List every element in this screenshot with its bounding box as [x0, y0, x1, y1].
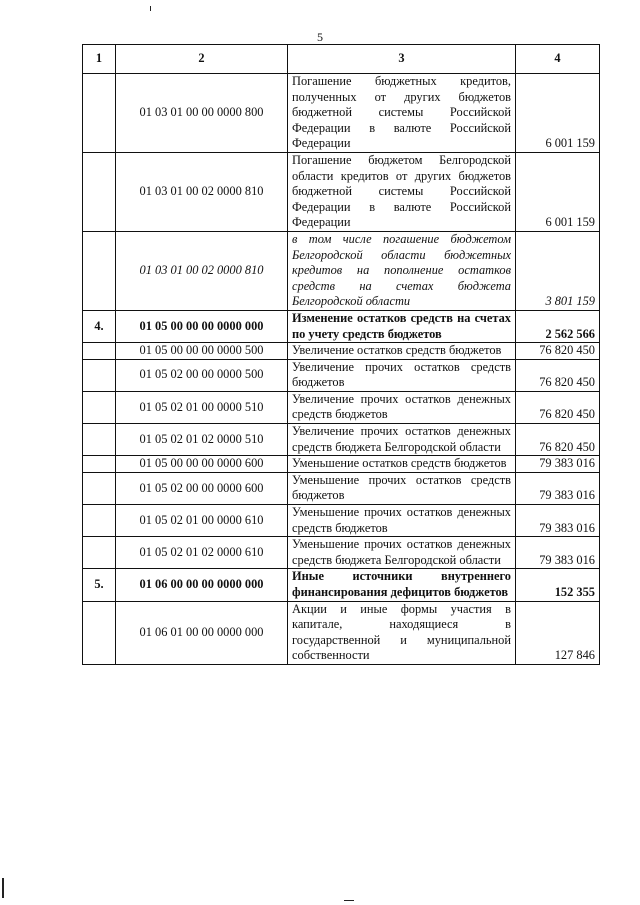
row-amount: 152 355	[516, 569, 600, 601]
budget-code: 01 03 01 00 02 0000 810	[116, 152, 288, 231]
row-amount: 6 001 159	[516, 152, 600, 231]
table-row	[83, 359, 600, 391]
row-amount: 3 801 159	[516, 231, 600, 310]
table-header-row	[83, 45, 600, 74]
row-amount: 2 562 566	[516, 310, 600, 342]
budget-code: 01 05 02 01 00 0000 610	[116, 505, 288, 537]
budget-code: 01 05 00 00 00 0000 500	[116, 343, 288, 360]
row-number: 5.	[83, 569, 116, 601]
table-row	[83, 569, 600, 601]
row-amount: 79 383 016	[516, 472, 600, 504]
row-number	[83, 359, 116, 391]
row-number	[83, 505, 116, 537]
budget-code: 01 06 01 00 00 0000 000	[116, 601, 288, 664]
row-description: Увеличение прочих остатков средств бюджетов	[288, 359, 516, 391]
header-col-3: 3	[288, 45, 516, 74]
table-row	[83, 231, 600, 310]
row-number: 4.	[83, 310, 116, 342]
row-number	[83, 424, 116, 456]
header-col-1: 1	[83, 45, 116, 74]
row-description: Изменение остатков средств на счетах по учету средств бюджетов	[288, 310, 516, 342]
row-description: Иные источники внутреннего финансирования дефицитов бюджетов	[288, 569, 516, 601]
row-amount: 76 820 450	[516, 391, 600, 423]
row-number	[83, 343, 116, 360]
scan-mark-top	[150, 6, 151, 11]
row-amount: 76 820 450	[516, 359, 600, 391]
table-row	[83, 152, 600, 231]
table-row	[83, 456, 600, 473]
budget-code: 01 03 01 00 02 0000 810	[116, 231, 288, 310]
table-row	[83, 424, 600, 456]
table-row	[83, 74, 600, 153]
row-number	[83, 152, 116, 231]
row-amount: 76 820 450	[516, 343, 600, 360]
budget-code: 01 05 02 00 00 0000 500	[116, 359, 288, 391]
scan-mark-bottom	[344, 900, 354, 901]
table-row	[83, 472, 600, 504]
header-col-4: 4	[516, 45, 600, 74]
budget-code: 01 05 02 01 00 0000 510	[116, 391, 288, 423]
row-description: Увеличение прочих остатков денежных средств бюджета Белгородской области	[288, 424, 516, 456]
budget-sources-table	[82, 44, 600, 665]
row-number	[83, 456, 116, 473]
row-amount: 79 383 016	[516, 456, 600, 473]
row-amount: 79 383 016	[516, 537, 600, 569]
row-description: Увеличение прочих остатков денежных средств бюджетов	[288, 391, 516, 423]
row-number	[83, 537, 116, 569]
row-number	[83, 391, 116, 423]
row-description: Уменьшение прочих остатков денежных средств бюджета Белгородской области	[288, 537, 516, 569]
budget-code: 01 05 02 00 00 0000 600	[116, 472, 288, 504]
budget-code: 01 05 00 00 00 0000 000	[116, 310, 288, 342]
row-description: Уменьшение прочих остатков средств бюджетов	[288, 472, 516, 504]
table-row	[83, 310, 600, 342]
table-row	[83, 343, 600, 360]
budget-code: 01 05 00 00 00 0000 600	[116, 456, 288, 473]
row-number	[83, 472, 116, 504]
row-description: Акции и иные формы участия в капитале, находящиеся в государственной и муниципальной собственности	[288, 601, 516, 664]
row-amount: 76 820 450	[516, 424, 600, 456]
row-amount: 6 001 159	[516, 74, 600, 153]
budget-code: 01 05 02 01 02 0000 610	[116, 537, 288, 569]
budget-code: 01 06 00 00 00 0000 000	[116, 569, 288, 601]
row-description: Погашение бюджетом Белгородской области кредитов от других бюджетов бюджетной системы Российской Федерации в валюте Российской Федерации	[288, 152, 516, 231]
row-description: Увеличение остатков средств бюджетов	[288, 343, 516, 360]
table-row	[83, 391, 600, 423]
table-row	[83, 601, 600, 664]
page-number: 5	[317, 30, 323, 44]
table-row	[83, 537, 600, 569]
row-number	[83, 231, 116, 310]
row-description: Уменьшение остатков средств бюджетов	[288, 456, 516, 473]
scan-mark-left	[2, 878, 4, 898]
budget-code: 01 03 01 00 00 0000 800	[116, 74, 288, 153]
budget-code: 01 05 02 01 02 0000 510	[116, 424, 288, 456]
row-amount: 127 846	[516, 601, 600, 664]
row-description: Уменьшение прочих остатков денежных средств бюджетов	[288, 505, 516, 537]
row-description: Погашение бюджетных кредитов, полученных от других бюджетов бюджетной системы Российской Федерации в валюте Российской Федерации	[288, 74, 516, 153]
header-col-2: 2	[116, 45, 288, 74]
row-amount: 79 383 016	[516, 505, 600, 537]
row-number	[83, 601, 116, 664]
table-row	[83, 505, 600, 537]
row-number	[83, 74, 116, 153]
row-description: в том числе погашение бюджетом Белгородской области бюджетных кредитов на пополнение остатков средств на счетах бюджета Белгородской области	[288, 231, 516, 310]
